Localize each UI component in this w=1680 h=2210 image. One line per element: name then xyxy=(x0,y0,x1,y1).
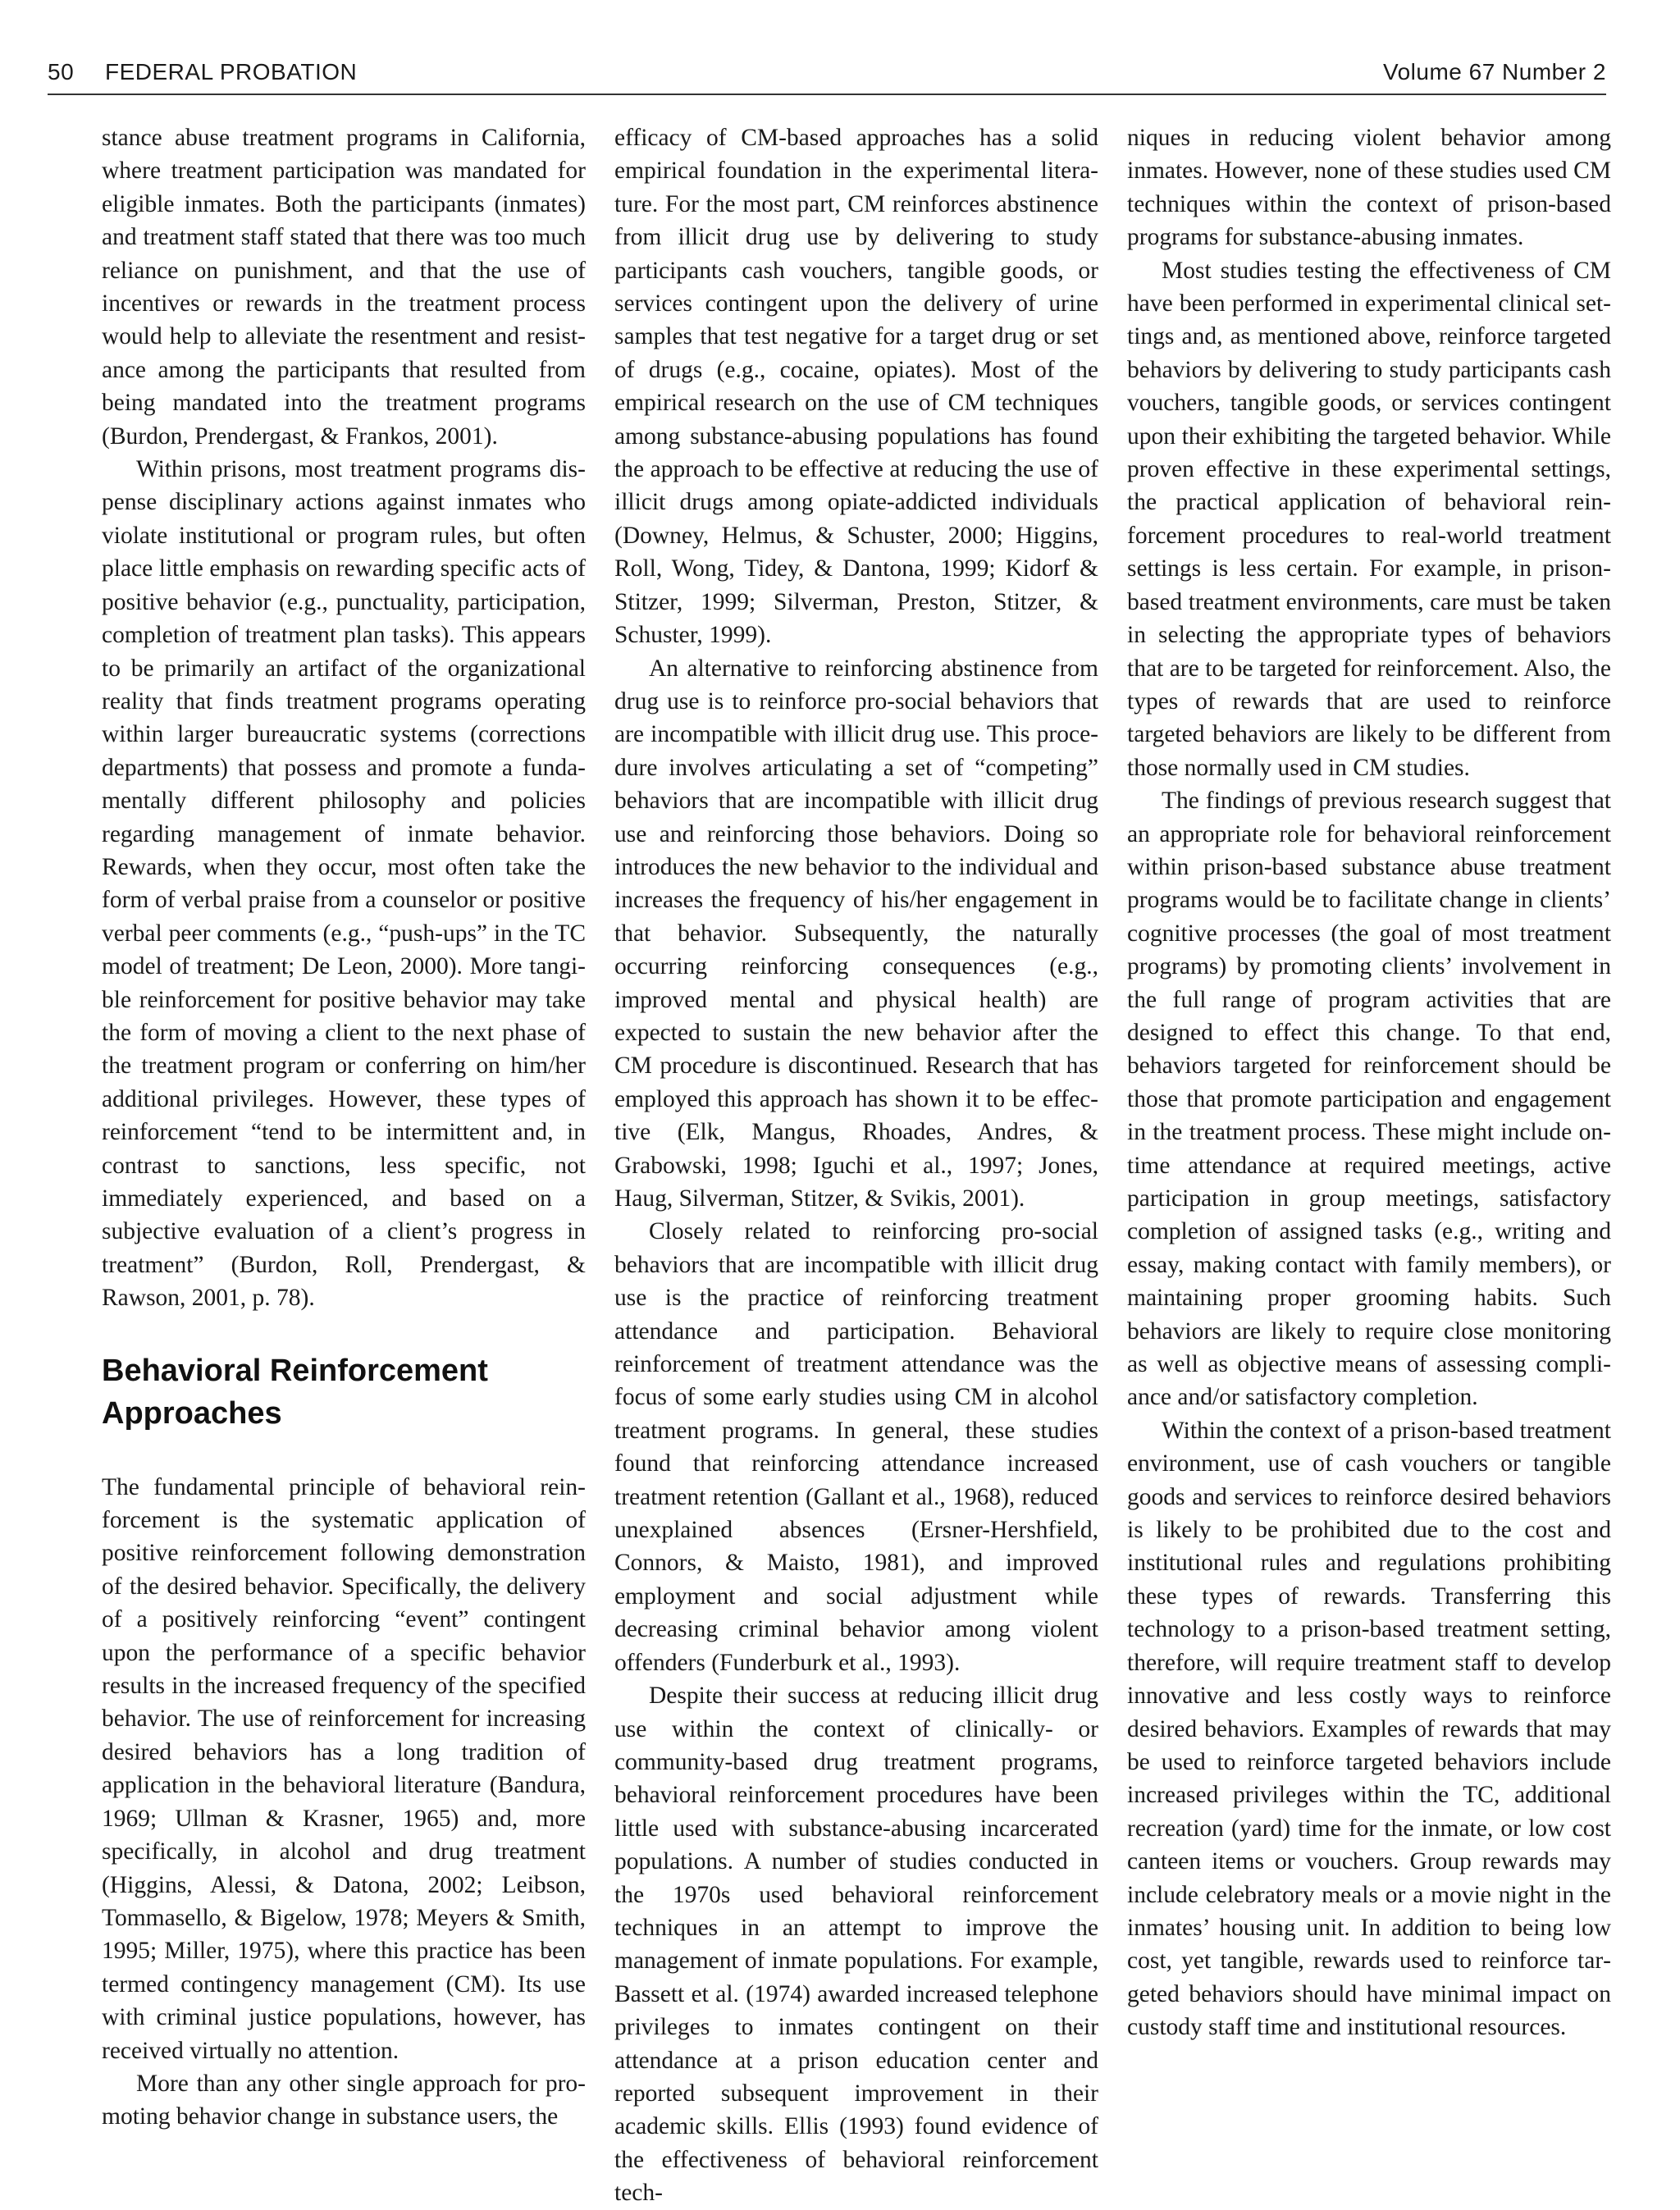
paragraph: The fundamental principle of behavioral reinforcement is the systematic application of positive reinforcement following demonstration of the desired behavior. Specifically, the delivery of a positively reinforcing “event” contingent upon the performance of a specific behavior results in the increased frequency of the specified behavior. The use of reinforcement for increasing desired behaviors has a long tradition of application in the behavioral literature (Bandura, 1969; Ullman & Krasner, 1965) and, more specifically, in alcohol and drug treatment (Higgins, Alessi, & Datona, 2002; Leibson, Tommasello, & Bigelow, 1978; Meyers & Smith, 1995; Miller, 1975), where this practice has been termed contingency management (CM). Its use with criminal justice populations, however, has received virtually no attention. xyxy=(102,1473,586,2064)
paragraph: niques in reducing violent behavior among inmates. However, none of these studies used CM techniques within the context of prison-based programs for substance-abusing inmates. xyxy=(1127,125,1611,251)
paragraph: The findings of previous research suggest that an appropriate role for behavioral reinforcement within prison-based substance abuse treatment programs would be to facilitate change in clients’ cognitive processes (the goal of most treatment programs) by promoting clients’ involvement in the full range of program activities that are designed to effect this change. To that end, behaviors targeted for reinforcement should be those that promote participation and engagement in the treatment process. These might include on-time attendance at required meetings, active participation in group meetings, satisfactory completion of assigned tasks (e.g., writing and essay, making contact with family members), or maintaining proper grooming habits. Such behaviors are likely to require close monitoring as well as objective means of assessing compliance and/or satisfactory completion. xyxy=(1127,788,1611,1411)
paragraph: stance abuse treatment programs in California, where treatment participation was mandated for eligible inmates. Both the participants (inmates) and treatment staff stated that there was too much reliance on punishment, and that the use of incentives or rewards in the treatment process would help to alleviate the resentment and resistance among the participants that resulted from being mandated into the treatment programs (Burdon, Prendergast, & Frankos, 2001). xyxy=(102,125,586,450)
paragraph: More than any other single approach for promoting behavior change in substance users, the xyxy=(102,2070,586,2130)
text-column-3 xyxy=(1127,121,1611,2044)
section-heading: Behavioral Reinforcement Approaches xyxy=(102,1353,488,1431)
paragraph: Within the context of a prison-based treatment environment, use of cash vouchers or tangible goods and services to reinforce desired behaviors is likely to be prohibited due to the cost and institutional rules and regulations prohibiting these types of rewards. Transferring this technology to a prison-based treatment setting, therefore, will require treatment staff to develop innovative and less costly ways to reinforce desired behaviors. Examples of rewards that may be used to reinforce targeted behaviors include increased privileges within the TC, additional recreation (yard) time for the inmate, or low cost canteen items or vouchers. Group rewards may include celebratory meals or a movie night in the inmates’ housing unit. In addition to being low cost, yet tangible, rewards used to reinforce targeted behaviors should have minimal impact on custody staff time and institutional resources. xyxy=(1127,1417,1611,2041)
paragraph: Within prisons, most treatment programs dispense disciplinary actions against inmates who violate institutional or program rules, but often place little emphasis on rewarding specific acts of positive behavior (e.g., punctuality, participation, completion of treatment plan tasks). This appears to be primarily an artifact of the organizational reality that finds treatment programs operating within larger bureaucratic systems (corrections departments) that possess and promote a fundamentally different philosophy and policies regarding management of inmate behavior. Rewards, when they occur, most often take the form of verbal praise from a counselor or positive verbal peer comments (e.g., “push-ups” in the TC model of treatment; De Leon, 2000). More tangible reinforcement for positive behavior may take the form of moving a client to the next phase of the treatment program or conferring on him/her additional privileges. However, these types of reinforcement “tend to be intermittent and, in contrast to sanctions, less specific, not immediately experienced, and based on a subjective evaluation of a client’s progress in treatment” (Burdon, Roll, Prendergast, & Rawson, 2001, p. 78). xyxy=(102,456,586,1312)
journal-title: FEDERAL PROBATION xyxy=(105,59,358,84)
text-column-2 xyxy=(614,121,1098,2210)
volume-issue: Volume 67 Number 2 xyxy=(1382,59,1606,84)
paragraph: Closely related to reinforcing pro-social behaviors that are incompatible with illicit drug use is the practice of reinforcing treatment attendance and participation. Behavioral reinforcement of treatment attendance was the focus of some early studies using CM in alcohol treatment programs. In general, these studies found that reinforcing attendance increased treatment retention (Gallant et al., 1968), reduced unexplained absences (Ersner-Hershfield, Connors, & Maisto, 1981), and improved employment and social adjustment while decreasing criminal behavior among violent offenders (Funderburk et al., 1993). xyxy=(614,1218,1098,1676)
text-column-1 xyxy=(102,121,586,2134)
page-number: 50 xyxy=(48,59,75,84)
running-header xyxy=(48,57,1606,95)
paragraph: An alternative to reinforcing abstinence from drug use is to reinforce pro-social behaviors that are incompatible with illicit drug use. This procedure involves articulating a set of “competing” behaviors that are incompatible with illicit drug use and reinforcing those behaviors. Doing so introduces the new behavior to the individual and increases the frequency of his/her engagement in that behavior. Subsequently, the naturally occurring reinforcing consequences (e.g., improved mental and physical health) are expected to sustain the new behavior after the CM procedure is discontinued. Research that has employed this approach has shown it to be effective (Elk, Mangus, Rhoades, Andres, & Grabowski, 1998; Iguchi et al., 1997; Jones, Haug, Silverman, Stitzer, & Svikis, 2001). xyxy=(614,655,1098,1212)
paragraph: Most studies testing the effectiveness of CM have been performed in experimental clinical settings and, as mentioned above, reinforce targeted behaviors by delivering to study participants cash vouchers, tangible goods, or services contingent upon their exhibiting the targeted behavior. While proven effective in these experimental settings, the practical application of behavioral reinforcement procedures to real-world treatment settings is less certain. For example, in prison-based treatment environments, care must be taken in selecting the appropriate types of behaviors that are to be targeted for reinforcement. Also, the types of rewards that are used to reinforce targeted behaviors are likely to be different from those normally used in CM studies. xyxy=(1127,257,1611,781)
paragraph: efficacy of CM-based approaches has a solid empirical foundation in the experimental literature. For the most part, CM reinforces abstinence from illicit drug use by delivering to study participants cash vouchers, tangible goods, or services contingent upon the delivery of urine samples that test negative for a target drug or set of drugs (e.g., cocaine, opiates). Most of the empirical research on the use of CM techniques among substance-abusing populations has found the approach to be effective at reducing the use of illicit drugs among opiate-addicted individuals (Downey, Helmus, & Schuster, 2000; Higgins, Roll, Wong, Tidey, & Dantona, 1999; Kidorf & Stitzer, 1999; Silverman, Preston, Stitzer, & Schuster, 1999). xyxy=(614,125,1098,649)
paragraph: Despite their success at reducing illicit drug use within the context of clinically- or community-based drug treatment programs, behavioral reinforcement procedures have been little used with substance-abusing incarcerated populations. A number of studies conducted in the 1970s used behavioral reinforcement techniques in an attempt to improve the management of inmate populations. For example, Bassett et al. (1974) awarded increased telephone privileges to inmates contingent on their attendance at a prison education center and reported subsequent improvement in their academic skills. Ellis (1993) found evidence of the effectiveness of behavioral reinforcement tech- xyxy=(614,1683,1098,2207)
